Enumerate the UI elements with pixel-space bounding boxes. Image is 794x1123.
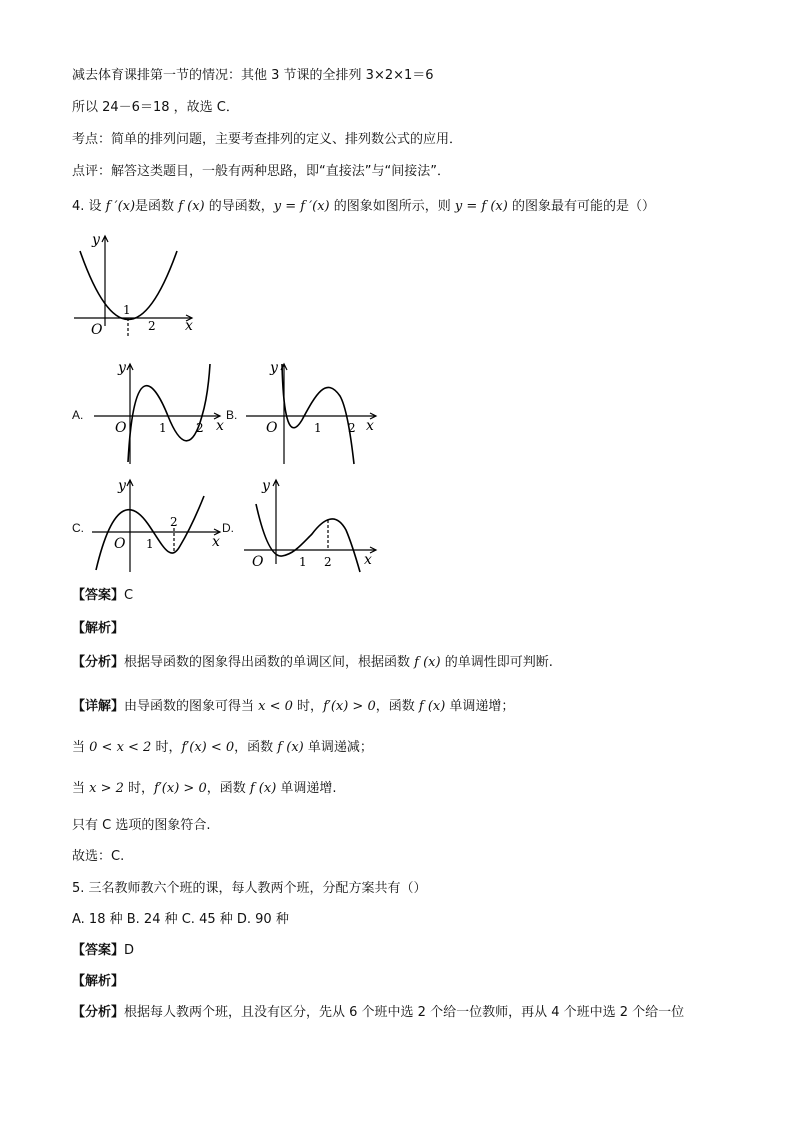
option-d-label: D. <box>222 521 234 535</box>
analysis-q4: 【分析】根据导函数的图象得出函数的单调区间，根据函数 f (x) 的单调性即可判断. <box>72 655 553 670</box>
svg-text:x: x <box>216 418 224 434</box>
analysis-q5: 【分析】根据每人教两个班，且没有区分，先从 6 个班中选 2 个给一位教师，再从 4 个班中选 2 个给一位 <box>72 1005 685 1020</box>
svg-text:y: y <box>262 478 270 494</box>
question-5-stem: 5. 三名教师教六个班的课，每人教两个班，分配方案共有（） <box>72 881 427 896</box>
detail-line-4: 只有 C 选项的图象符合. <box>72 818 211 833</box>
svg-text:y: y <box>118 478 126 494</box>
svg-text:O: O <box>266 420 278 436</box>
svg-text:2: 2 <box>196 421 204 435</box>
derivative-graph <box>72 226 202 338</box>
option-a-label: A. <box>72 408 84 422</box>
option-c-graph <box>90 474 230 574</box>
option-c-label: C. <box>72 521 84 535</box>
svg-text:O: O <box>114 536 126 552</box>
text-line-3: 考点：简单的排列问题，主要考查排列的定义、排列数公式的应用． <box>72 132 463 147</box>
formula: f ′(x) <box>105 199 136 214</box>
text-line-1: 减去体育课排第一节的情况：其他 3 节课的全排列 3×2×1＝6 <box>72 68 434 83</box>
svg-text:y: y <box>118 360 126 376</box>
svg-text:O: O <box>252 554 264 570</box>
option-d-graph <box>242 474 384 574</box>
answer-q4 <box>72 587 133 605</box>
answer-q5: 【答案】D <box>72 943 135 958</box>
detail-line-2: 当 0 < x < 2 时，f′(x) < 0，函数 f (x) 单调递减； <box>72 740 373 755</box>
svg-text:2: 2 <box>170 515 178 529</box>
detail-line-5: 故选：C. <box>72 849 125 864</box>
svg-text:1: 1 <box>314 421 322 435</box>
detail-line-1: 【详解】由导函数的图象可得当 x < 0 时，f′(x) > 0，函数 f (x) 单调递增； <box>72 699 515 714</box>
svg-text:1: 1 <box>159 421 167 435</box>
svg-text:y: y <box>270 360 278 376</box>
svg-text:x: x <box>364 552 372 568</box>
svg-text:O: O <box>115 420 127 436</box>
svg-text:2: 2 <box>324 555 332 569</box>
svg-text:1: 1 <box>146 537 154 551</box>
detail-line-3: 当 x > 2 时，f′(x) > 0，函数 f (x) 单调递增. <box>72 781 337 796</box>
option-b-label: B. <box>226 408 238 422</box>
origin-label: O <box>91 322 103 338</box>
question-number: 4. <box>72 199 85 214</box>
analysis-heading-q5: 【解析】 <box>72 974 125 989</box>
svg-text:x: x <box>366 418 374 434</box>
option-b-graph <box>244 356 386 466</box>
axis-label-y: y <box>92 232 100 248</box>
svg-text:1: 1 <box>299 555 307 569</box>
axis-label-x: x <box>185 318 193 334</box>
text-line-2: 所以 24－6＝18 ，故选 C． <box>72 100 239 115</box>
formula: y = f (x) <box>454 199 508 214</box>
answer-tag: 【答案】 <box>72 588 125 603</box>
option-a-graph <box>92 356 232 466</box>
formula: y = f ′(x) <box>273 199 330 214</box>
formula: f (x) <box>178 199 205 214</box>
tick-label-1: 1 <box>123 303 131 317</box>
analysis-heading-q4: 【解析】 <box>72 621 125 636</box>
question-5-options: A. 18 种 B. 24 种 C. 45 种 D. 90 种 <box>72 912 289 927</box>
svg-text:2: 2 <box>348 421 356 435</box>
question-4-stem: 4. 设 f ′(x)是函数 f (x) 的导函数，y = f ′(x) 的图象如图所示，则 y = f (x) 的图象最有可能的是（） <box>72 199 655 214</box>
answer-value: C <box>124 588 134 603</box>
text-line-4: 点评：解答这类题目，一般有两种思路，即“直接法”与“间接法”． <box>72 164 450 179</box>
tick-label-2: 2 <box>148 319 156 333</box>
svg-text:x: x <box>212 534 220 550</box>
